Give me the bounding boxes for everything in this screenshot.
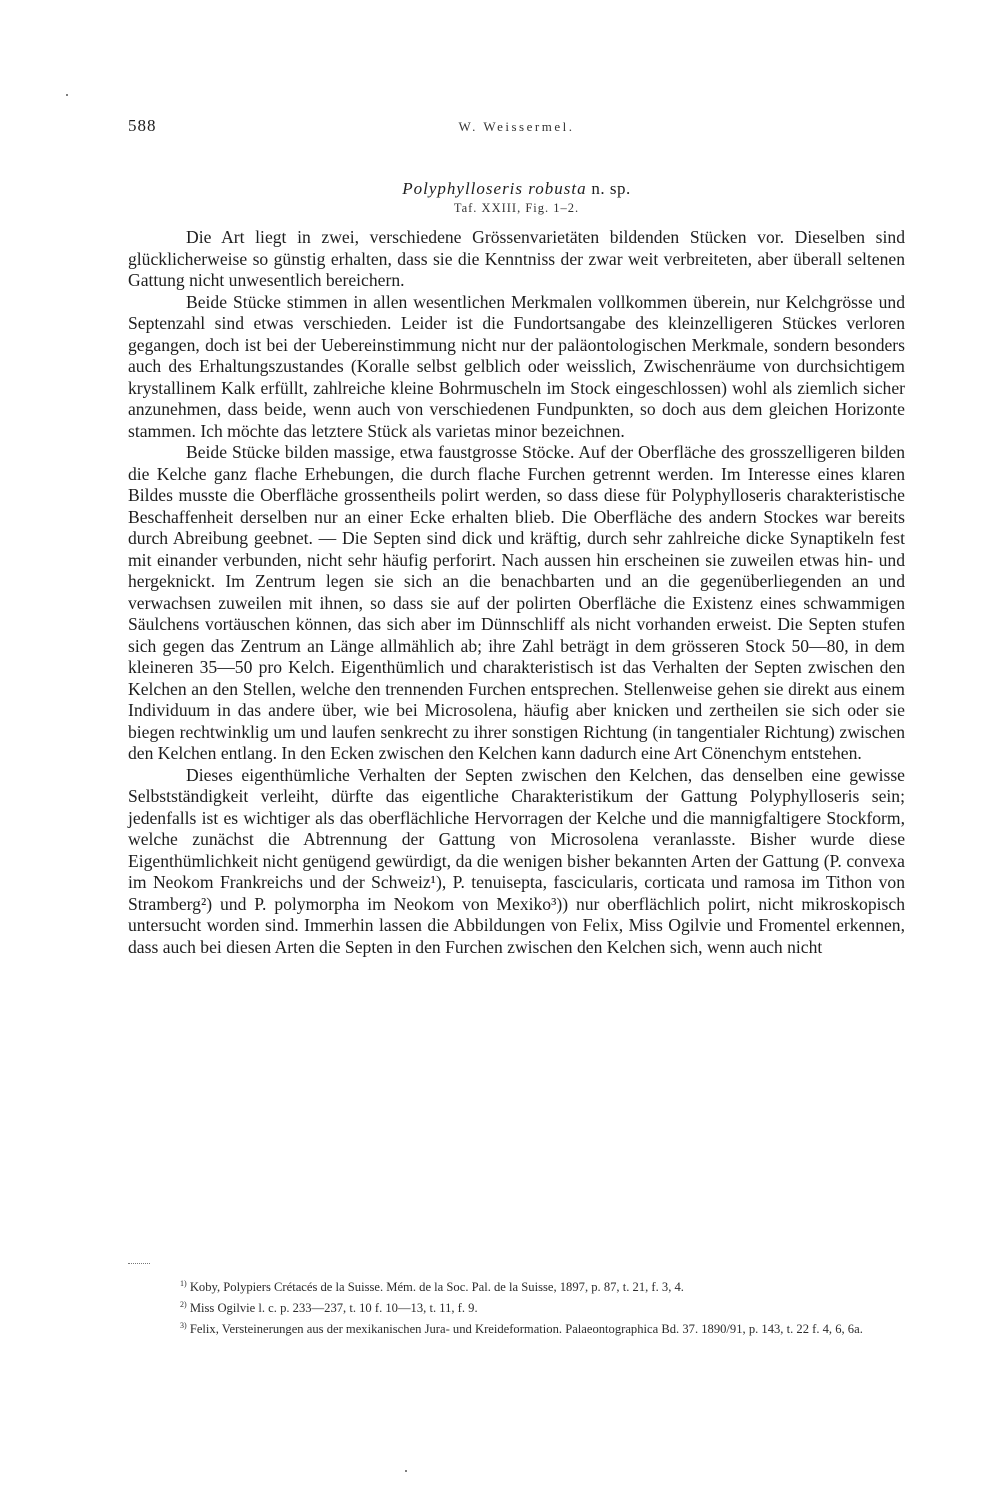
scan-speck	[405, 1470, 407, 1472]
footnote-marker: 1)	[180, 1279, 187, 1288]
footnote-text: Miss Ogilvie l. c. p. 233—237, t. 10 f. 10—13, t. 11, f. 9.	[186, 1301, 478, 1316]
footnote-text: Koby, Polypiers Crétacés de la Suisse. Mém. de la Soc. Pal. de la Suisse, 1897, p. 87, t. 21, f. 3, 4.	[186, 1280, 684, 1295]
body-text	[128, 227, 905, 958]
plate-reference: Taf. XXIII, Fig. 1–2.	[453, 201, 580, 215]
running-head: W. Weissermel.	[458, 119, 575, 134]
species-heading	[128, 178, 905, 218]
footnote-marker: 2)	[180, 1300, 187, 1310]
footnote-text: Felix, Versteinerungen aus der mexikanischen Jura- und Kreideformation. Palaeontographica Bd. 37. 1890/91, p. 143, t. 22 f. 4, 6, 6a.	[186, 1322, 863, 1337]
footnote-separator	[128, 1263, 150, 1264]
paragraph: Dieses eigenthümliche Verhalten der Septen zwischen den Kelchen, das denselben eine gewisse Selbstständigkeit verleiht, dürfte das eigentliche Charakteristikum der Gattung Polyphylloseris sein; jedenfalls ist es wichtiger als das oberflächliche Hervorragen der Kelche und die mannigfaltigere Stockform, welche zunächst die Abtrennung der Gattung von Microsolena veranlasste. Bisher wurde diese Eigenthümlichkeit nicht genügend gewürdigt, da die wenigen bisher bekannten Arten der Gattung (P. convexa im Neokom Frankreichs und der Schweiz¹), P. tenuisepta, fascicularis, corticata und ramosa im Tithon von Stramberg²) und P. polymorpha im Neokom von Mexiko³)) nur oberflächlich polirt, nicht mikroskopisch untersucht worden sind. Immerhin lassen die Abbildungen von Felix, Miss Ogilvie und Fromentel erkennen, dass auch bei diesen Arten die Septen in den Furchen zwischen den Kelchen sich, wenn auch nicht	[128, 764, 905, 957]
footnote	[128, 1275, 905, 1296]
paragraph: Beide Stücke bilden massige, etwa faustgrosse Stöcke. Auf der Oberfläche des grosszelligeren bilden die Kelche ganz flache Erhebungen, die durch flache Furchen getrennt werden. Im Interesse eines klaren Bildes musste die Oberfläche grossentheils polirt werden, so dass diese für Polyphylloseris charakteristische Beschaffenheit derselben nur an einer Ecke erhalten blieb. Die Oberfläche des andern Stockes war bereits durch Abreibung geebnet. — Die Septen sind dick und kräftig, durch sehr zahlreiche dicke Synaptikeln fest mit einander verbunden, nicht sehr häufig perforirt. Nach aussen hin erscheinen sie zuweilen etwas hin- und hergeknickt. Im Zentrum legen sie sich an die benachbarten und an die gegenüberliegenden an und verwachsen zuweilen mit ihnen, so dass sie auf der polirten Oberfläche die Existenz eines schwammigen Säulchens vortäuschen können, das sich aber im Dünnschliff als nicht vorhanden erweist. Die Septen stufen sich gegen das Zentrum an Länge allmählich ab; ihre Zahl beträgt in dem grösseren Stock 50—80, in dem kleineren 35—50 pro Kelch. Eigenthümlich und charakteristisch ist das Verhalten der Septen zwischen den Kelchen an den Stellen, welche den trennenden Furchen entsprechen. Stellenweise gehen sie direkt aus einem Individuum in das andere über, wie bei Microsolena, häufig aber knicken und zertheilen sie sich oder sie biegen rechtwinklig um und laufen senkrecht zu ihrer sonstigen Richtung (in tangentialer Richtung) zwischen den Kelchen entlang. In den Ecken zwischen den Kelchen kann dadurch eine Art Cönenchym entstehen.	[128, 442, 905, 763]
page-number: 588	[128, 116, 157, 135]
species-title	[128, 178, 905, 200]
page-header	[128, 116, 905, 146]
species-name: Polyphylloseris robusta	[402, 179, 587, 198]
footnote	[128, 1296, 905, 1317]
scan-speck	[66, 94, 68, 96]
paragraph: Die Art liegt in zwei, verschiedene Grössenvarietäten bildenden Stücken vor. Dieselben sind glücklicherweise so günstig erhalten, dass sie die Kenntniss der zwar weit verbreiteten, aber überall seltenen Gattung nicht unwesentlich bereichern.	[128, 227, 905, 290]
paragraph: Beide Stücke stimmen in allen wesentlichen Merkmalen vollkommen überein, nur Kelchgrösse und Septenzahl sind etwas verschieden. Leider ist die Fundortsangabe des kleinzelligeren Stückes verloren gegangen, doch ist bei der Uebereinstimmung nicht nur der paläontologischen Merkmale, sondern besonders auch des Erhaltungszustandes (Koralle selbst gelblich oder weisslich, Zwischenräume von durchsichtigem krystallinem Kalk erfüllt, zahlreiche kleine Bohrmuscheln im Stock eingeschlossen) wohl als ziemlich sicher anzunehmen, dass beide, wenn auch von verschiedenen Fundpunkten, so doch aus dem gleichen Horizonte stammen. Ich möchte das letztere Stück als varietas minor bezeichnen.	[128, 291, 905, 441]
species-status: n. sp.	[586, 179, 631, 198]
footnotes	[128, 1275, 905, 1339]
footnote-marker: 3)	[180, 1321, 187, 1331]
footnote	[128, 1317, 905, 1338]
